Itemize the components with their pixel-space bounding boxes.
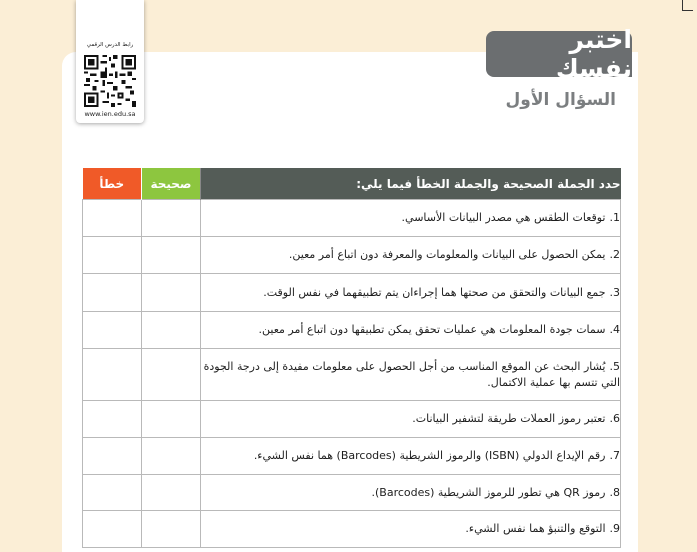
true-answer-box[interactable] — [142, 237, 201, 274]
table-row — [83, 475, 621, 511]
true-answer-box[interactable] — [142, 200, 201, 237]
statement-cell — [201, 401, 621, 438]
statement-cell — [201, 237, 621, 274]
false-answer-box[interactable] — [83, 312, 142, 349]
statement-text: جمع البيانات والتحقق من صحتها هما إجراءان يتم تطبيقهما في نفس الوقت. — [263, 285, 606, 299]
crop-mark — [682, 0, 693, 11]
row-number: 3. — [609, 285, 620, 299]
statement-text: يُشار البحث عن الموقع المناسب من أجل الحصول على معلومات مفيدة إلى درجة الجودة التي تتسم بها عملية الاكتمال. — [203, 359, 620, 389]
row-number: 6. — [609, 412, 620, 425]
header-false: خطأ — [83, 168, 142, 200]
table-header-row — [83, 168, 621, 200]
row-number: 4. — [609, 323, 620, 336]
true-false-table — [82, 168, 621, 548]
table-row — [83, 200, 621, 237]
row-number: 9. — [609, 522, 620, 535]
statement-cell — [201, 312, 621, 349]
statement-cell — [201, 475, 621, 511]
false-answer-box[interactable] — [83, 349, 142, 401]
statement-cell — [201, 511, 621, 548]
false-answer-box[interactable] — [83, 200, 142, 237]
true-answer-box[interactable] — [142, 438, 201, 475]
page-edge — [690, 0, 697, 527]
table-row — [83, 438, 621, 475]
row-number: 7. — [609, 449, 620, 462]
statement-cell — [201, 349, 621, 401]
row-number: 8. — [609, 485, 620, 499]
statement-cell — [201, 438, 621, 475]
statement-text: سمات جودة المعلومات هي عمليات تحقق يمكن تطبيقها دون اتباع أمر معين. — [258, 323, 606, 336]
table-row — [83, 312, 621, 349]
statement-text: توقعات الطقس هي مصدر البيانات الأساسي. — [401, 211, 606, 224]
table-row — [83, 274, 621, 312]
table-row — [83, 237, 621, 274]
qr-code-icon[interactable] — [84, 55, 136, 107]
table-row — [83, 511, 621, 548]
row-number: 1. — [609, 211, 620, 224]
qr-url[interactable]: www.ien.edu.sa — [84, 110, 136, 118]
true-answer-box[interactable] — [142, 274, 201, 312]
true-answer-box[interactable] — [142, 511, 201, 548]
header-statement: حدد الجملة الصحيحة والجملة الخطأ فيما يلي: — [201, 168, 621, 200]
false-answer-box[interactable] — [83, 438, 142, 475]
false-answer-box[interactable] — [83, 274, 142, 312]
qr-label: رابط الدرس الرقمي — [86, 42, 134, 48]
digital-lesson-card[interactable] — [76, 0, 144, 123]
statement-text: رموز QR هي تطور للرموز الشريطية (Barcodes). — [371, 485, 606, 499]
table-row — [83, 401, 621, 438]
true-answer-box[interactable] — [142, 475, 201, 511]
false-answer-box[interactable] — [83, 237, 142, 274]
statement-cell — [201, 274, 621, 312]
statement-text: التوقع والتنبؤ هما نفس الشيء. — [465, 522, 606, 535]
row-number: 2. — [609, 248, 620, 261]
false-answer-box[interactable] — [83, 511, 142, 548]
statement-text: رقم الإيداع الدولي (ISBN) والرموز الشريطية (Barcodes) هما نفس الشيء. — [253, 449, 606, 462]
statement-cell — [201, 200, 621, 237]
table-row — [83, 349, 621, 401]
true-answer-box[interactable] — [142, 349, 201, 401]
row-number: 5. — [609, 359, 620, 373]
true-answer-box[interactable] — [142, 312, 201, 349]
statement-text: تعتبر رموز العملات طريقة لتشفير البيانات. — [412, 412, 606, 425]
true-answer-box[interactable] — [142, 401, 201, 438]
false-answer-box[interactable] — [83, 401, 142, 438]
header-true: صحيحة — [142, 168, 201, 200]
statement-text: يمكن الحصول على البيانات والمعلومات والمعرفة دون اتباع أمر معين. — [288, 248, 606, 261]
question-heading: السؤال الأول — [505, 90, 616, 110]
page-title: اختبر نفسك — [486, 31, 632, 77]
false-answer-box[interactable] — [83, 475, 142, 511]
